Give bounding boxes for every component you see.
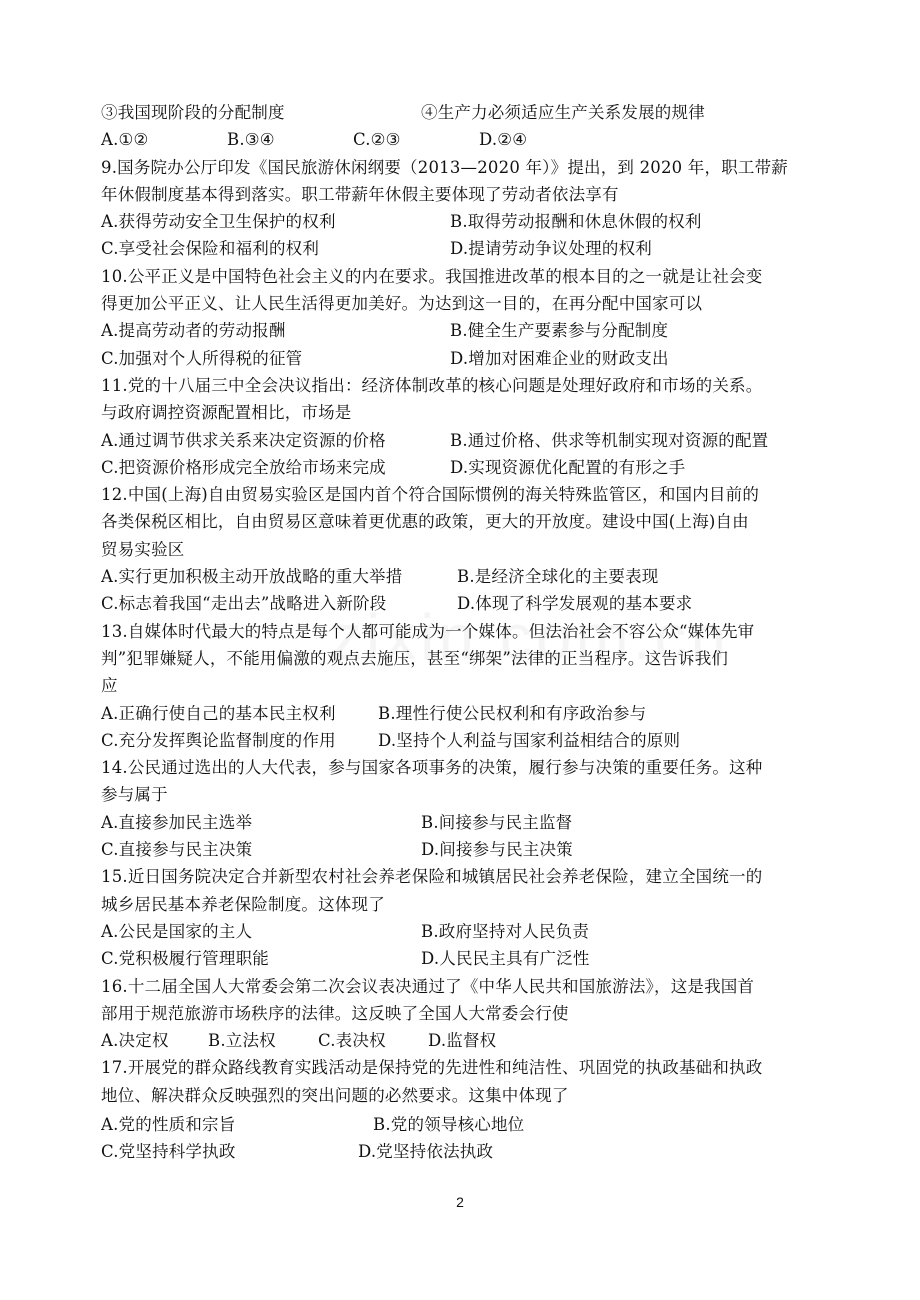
q14-option-a: A.直接参加民主选举: [101, 812, 253, 832]
q12-options-row-2: [101, 590, 831, 617]
q12-stem-line-1: 12.中国(上海)自由贸易实验区是国内首个符合国际惯例的海关特殊监管区，和国内目前的: [101, 485, 760, 505]
q14-option-d: D.间接参与民主决策: [421, 840, 573, 860]
q13-stem-line-2: 判”犯罪嫌疑人，不能用偏激的观点去施压，甚至“绑架”法律的正当程序。这告诉我们: [101, 648, 729, 668]
q16-stem-line-1: 16.十二届全国人大常委会第二次会议表决通过了《中华人民共和国旅游法》，这是我国首: [101, 976, 755, 996]
q12-option-d: D.体现了科学发展观的基本要求: [457, 594, 693, 614]
q15-option-a: A.公民是国家的主人: [101, 921, 253, 941]
q17-stem-line-1: 17.开展党的群众路线教育实践活动是保持党的先进性和纯洁性、巩固党的执政基础和执政: [101, 1058, 763, 1078]
q15-option-b: B.政府坚持对人民负责: [421, 921, 590, 941]
q13-option-d: D.坚持个人利益与国家利益相结合的原则: [378, 730, 681, 750]
q17-options-row-1: [101, 1109, 831, 1138]
q15-stem-line-2: 城乡居民基本养老保险制度。这体现了: [101, 894, 385, 914]
q15-options-row-1: [101, 918, 831, 945]
q15-option-c: C.党积极履行管理职能: [101, 949, 269, 969]
q14-options-row-2: [101, 836, 831, 863]
q17-option-d: D.党坚持依法执政: [358, 1142, 494, 1162]
q11-stem-line-2: 与政府调控资源配置相比，市场是: [101, 403, 352, 423]
q13-option-a: A.正确行使自己的基本民主权利: [101, 703, 336, 723]
q10-option-c: C.加强对个人所得税的征管: [101, 348, 303, 368]
q8-statement-4: ④生产力必须适应生产关系发展的规律: [421, 103, 705, 122]
q10-option-a: A.提高劳动者的劳动报酬: [101, 321, 286, 341]
q15-options-row-2: [101, 945, 831, 972]
q8-option-c: C.②③: [353, 130, 401, 150]
q10-options-row-1: [101, 317, 831, 344]
q10-option-d: D.增加对困难企业的财政支出: [450, 348, 669, 368]
q11-option-c: C.把资源价格形成完全放给市场来完成: [101, 457, 386, 477]
page-number: 2: [456, 1194, 464, 1210]
q12-option-b: B.是经济全球化的主要表现: [457, 567, 659, 587]
q16-option-d: D.监督权: [428, 1031, 497, 1051]
q9-option-b: B.取得劳动报酬和休息休假的权利: [450, 212, 702, 232]
q9-stem-line-1: 9.国务院办公厅印发《国民旅游休闲纲要（2013—2020 年）》提出，到 2020 年，职工带薪: [101, 157, 789, 177]
q16-options: [101, 1027, 831, 1054]
q15-option-d: D.人民民主具有广泛性: [421, 949, 590, 969]
q16-option-b: B.立法权: [208, 1031, 276, 1051]
q16-option-c: C.表决权: [318, 1031, 386, 1051]
q9-stem-line-2: 年休假制度基本得到落实。职工带薪年休假主要体现了劳动者依法享有: [101, 184, 619, 204]
q11-option-b: B.通过价格、供求等机制实现对资源的配置: [450, 430, 769, 450]
q13-options-row-1: [101, 700, 831, 727]
q8-option-a: A.①②: [101, 130, 149, 150]
q14-options-row-1: [101, 809, 831, 836]
q11-option-a: A.通过调节供求关系来决定资源的价格: [101, 430, 386, 450]
q17-option-b: B.党的领导核心地位: [373, 1114, 525, 1134]
q11-options-row-1: [101, 427, 831, 454]
q13-option-b: B.理性行使公民权利和有序政治参与: [378, 703, 647, 723]
q11-options-row-2: [101, 454, 831, 481]
q9-option-d: D.提请劳动争议处理的权利: [450, 239, 652, 259]
q10-stem-line-1: 10.公平正义是中国特色社会主义的内在要求。我国推进改革的根本目的之一就是让社会变: [101, 266, 763, 286]
q12-stem-line-3: 贸易实验区: [101, 539, 185, 559]
q17-stem-line-2: 地位、解决群众反映强烈的突出问题的必然要求。这集中体现了: [101, 1085, 569, 1105]
q12-option-c: C.标志着我国“走出去”战略进入新阶段: [101, 594, 387, 614]
q12-options-row-1: [101, 563, 831, 590]
q9-options-row-2: [101, 235, 831, 262]
q16-stem-line-2: 部用于规范旅游市场秩序的法律。这反映了全国人大常委会行使: [101, 1003, 569, 1023]
q17-option-a: A.党的性质和宗旨: [101, 1114, 236, 1134]
q9-option-a: A.获得劳动安全卫生保护的权利: [101, 212, 336, 232]
q17-option-c: C.党坚持科学执政: [101, 1142, 236, 1162]
q8-statements: [101, 99, 831, 126]
q12-stem-line-2: 各类保税区相比，自由贸易区意味着更优惠的政策，更大的开放度。建设中国(上海)自由: [101, 512, 749, 532]
q13-stem-line-1: 13.自媒体时代最大的特点是每个人都可能成为一个媒体。但法治社会不容公众“媒体先审: [101, 621, 755, 641]
q14-option-c: C.直接参与民主决策: [101, 840, 253, 860]
q8-option-d: D.②④: [479, 130, 528, 150]
q14-option-b: B.间接参与民主监督: [421, 812, 573, 832]
q9-option-c: C.享受社会保险和福利的权利: [101, 239, 320, 259]
q9-options-row-1: [101, 208, 831, 235]
q11-stem-line-1: 11.党的十八届三中全会决议指出：经济体制改革的核心问题是处理好政府和市场的关系。: [101, 375, 763, 395]
q13-stem-line-3: 应: [101, 676, 118, 696]
q16-option-a: A.决定权: [101, 1031, 169, 1051]
q8-options: [101, 126, 831, 153]
q10-options-row-2: [101, 345, 831, 372]
q8-statement-3: ③我国现阶段的分配制度: [101, 103, 285, 122]
q17-options-row-2: [101, 1138, 831, 1165]
q14-stem-line-2: 参与属于: [101, 785, 168, 805]
q13-option-c: C.充分发挥舆论监督制度的作用: [101, 730, 336, 750]
q14-stem-line-1: 14.公民通过选出的人大代表，参与国家各项事务的决策，履行参与决策的重要任务。这种: [101, 758, 763, 778]
q10-option-b: B.健全生产要素参与分配制度: [450, 321, 669, 341]
q13-options-row-2: [101, 727, 831, 754]
q12-option-a: A.实行更加积极主动开放战略的重大举措: [101, 567, 403, 587]
q10-stem-line-2: 得更加公平正义、让人民生活得更加美好。为达到这一目的，在再分配中国家可以: [101, 294, 703, 314]
q15-stem-line-1: 15.近日国务院决定合并新型农村社会养老保险和城镇居民社会养老保险，建立全国统一的: [101, 867, 763, 887]
q11-option-d: D.实现资源优化配置的有形之手: [450, 457, 686, 477]
question-list: [101, 99, 831, 1166]
q8-option-b: B.③④: [227, 130, 275, 150]
